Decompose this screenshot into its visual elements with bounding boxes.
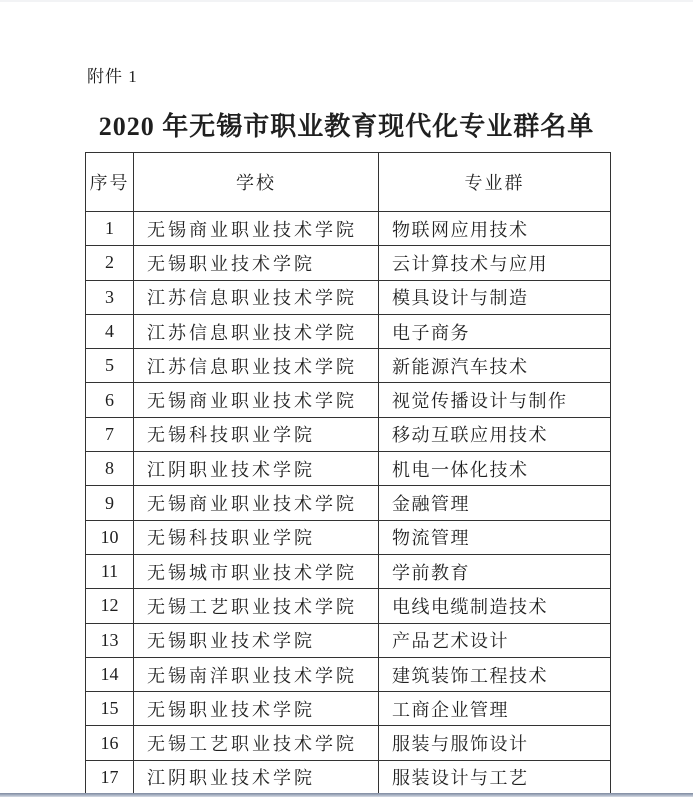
professional-group-cell: 视觉传播设计与制作: [379, 383, 611, 417]
school-name-cell: 无锡职业技术学院: [134, 692, 379, 726]
school-name-cell: 江苏信息职业技术学院: [134, 280, 379, 314]
row-number-cell: 3: [86, 280, 134, 314]
row-number-cell: 13: [86, 623, 134, 657]
school-name-cell: 无锡城市职业技术学院: [134, 554, 379, 588]
row-number-cell: 11: [86, 554, 134, 588]
table-row: [86, 623, 611, 657]
school-name-cell: 无锡工艺职业技术学院: [134, 589, 379, 623]
table-row: [86, 383, 611, 417]
professional-group-cell: 模具设计与制造: [379, 280, 611, 314]
professional-group-cell: 新能源汽车技术: [379, 349, 611, 383]
professional-group-cell: 电子商务: [379, 314, 611, 348]
table-row: [86, 520, 611, 554]
professional-group-cell: 产品艺术设计: [379, 623, 611, 657]
professional-group-cell: 金融管理: [379, 486, 611, 520]
table-row: [86, 452, 611, 486]
school-name-cell: 无锡商业职业技术学院: [134, 486, 379, 520]
table-header: [86, 153, 611, 212]
school-name-cell: 无锡南洋职业技术学院: [134, 657, 379, 691]
school-name-cell: 江苏信息职业技术学院: [134, 314, 379, 348]
row-number-cell: 9: [86, 486, 134, 520]
table-row: [86, 314, 611, 348]
professional-group-cell: 工商企业管理: [379, 692, 611, 726]
school-name-cell: 无锡商业职业技术学院: [134, 383, 379, 417]
professional-group-cell: 物流管理: [379, 520, 611, 554]
row-number-cell: 5: [86, 349, 134, 383]
page-title: 2020 年无锡市职业教育现代化专业群名单: [98, 112, 595, 141]
school-name-cell: 无锡职业技术学院: [134, 246, 379, 280]
professional-group-cell: 物联网应用技术: [379, 212, 611, 246]
professional-group-cell: 云计算技术与应用: [379, 246, 611, 280]
attachment-label: 附件 1: [87, 67, 138, 86]
professional-group-cell: 机电一体化技术: [379, 452, 611, 486]
professional-group-cell: 移动互联应用技术: [379, 417, 611, 451]
table-row: [86, 486, 611, 520]
table-row: [86, 760, 611, 794]
row-number-cell: 4: [86, 314, 134, 348]
professional-group-cell: 服装与服饰设计: [379, 726, 611, 760]
school-name-cell: 江苏信息职业技术学院: [134, 349, 379, 383]
row-number-cell: 17: [86, 760, 134, 794]
table-row: [86, 349, 611, 383]
school-name-cell: 无锡商业职业技术学院: [134, 212, 379, 246]
row-number-cell: 16: [86, 726, 134, 760]
table-row: [86, 212, 611, 246]
row-number-cell: 10: [86, 520, 134, 554]
table-row: [86, 417, 611, 451]
school-name-cell: 无锡科技职业学院: [134, 417, 379, 451]
row-number-cell: 8: [86, 452, 134, 486]
professional-group-cell: 建筑装饰工程技术: [379, 657, 611, 691]
column-header-group: 专业群: [379, 153, 611, 212]
table-row: [86, 589, 611, 623]
table-row: [86, 554, 611, 588]
table-row: [86, 657, 611, 691]
row-number-cell: 14: [86, 657, 134, 691]
professional-group-cell: 学前教育: [379, 554, 611, 588]
column-header-no: 序号: [86, 153, 134, 212]
table-row: [86, 692, 611, 726]
school-name-cell: 江阴职业技术学院: [134, 760, 379, 794]
row-number-cell: 15: [86, 692, 134, 726]
school-name-cell: 江阴职业技术学院: [134, 452, 379, 486]
row-number-cell: 6: [86, 383, 134, 417]
row-number-cell: 12: [86, 589, 134, 623]
page-top-edge: [0, 0, 693, 2]
table-body: [86, 212, 611, 795]
table-row: [86, 280, 611, 314]
row-number-cell: 1: [86, 212, 134, 246]
row-number-cell: 2: [86, 246, 134, 280]
column-header-school: 学校: [134, 153, 379, 212]
school-name-cell: 无锡科技职业学院: [134, 520, 379, 554]
table-row: [86, 726, 611, 760]
row-number-cell: 7: [86, 417, 134, 451]
school-name-cell: 无锡工艺职业技术学院: [134, 726, 379, 760]
table-row: [86, 246, 611, 280]
school-name-cell: 无锡职业技术学院: [134, 623, 379, 657]
professional-group-cell: 服装设计与工艺: [379, 760, 611, 794]
professional-group-cell: 电线电缆制造技术: [379, 589, 611, 623]
professional-groups-table: [85, 152, 611, 795]
table-header-row: [86, 153, 611, 212]
